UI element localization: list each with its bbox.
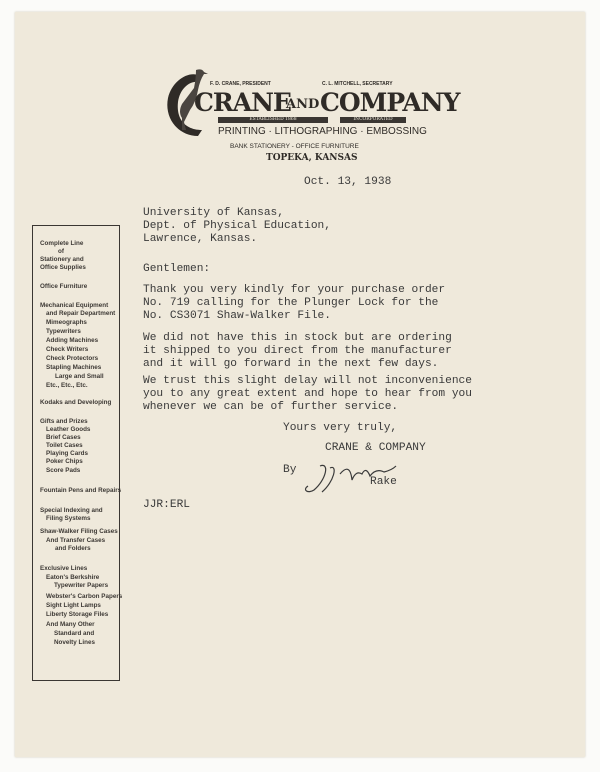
sidebar-item: Check Writers	[46, 346, 89, 353]
sidebar-item: Mechanical Equipment	[40, 302, 109, 309]
secretary-name: C. L. MITCHELL, SECRETARY	[322, 81, 393, 87]
sidebar-item: And Many Other	[46, 621, 95, 628]
salutation: Gentlemen:	[143, 263, 211, 275]
established-banner: ESTABLISHED 1868	[218, 117, 328, 123]
sidebar-item: Poker Chips	[46, 458, 83, 465]
sidebar-item: Sight Light Lamps	[46, 602, 101, 609]
president-name: F. D. CRANE, PRESIDENT	[210, 81, 271, 87]
sidebar-item: Special Indexing and	[40, 507, 103, 514]
sidebar-item: and Folders	[55, 545, 91, 552]
location-line: TOPEKA, KANSAS	[266, 153, 358, 163]
sidebar-item: Eaton's Berkshire	[46, 574, 100, 581]
sidebar-item: Stationery and	[40, 256, 84, 263]
sidebar-item: Score Pads	[46, 467, 81, 474]
closing: Yours very truly,	[283, 422, 398, 434]
sidebar-item: And Transfer Cases	[46, 537, 106, 544]
sidebar-item: Office Furniture	[40, 283, 88, 290]
body-line: Thank you very kindly for your purchase order	[143, 284, 446, 296]
sidebar-item: Playing Cards	[46, 450, 88, 457]
sidebar-item: Leather Goods	[46, 426, 91, 433]
sidebar-item: Brief Cases	[46, 434, 81, 441]
body-line: No. 719 calling for the Plunger Lock for the	[143, 297, 439, 309]
sidebar-item: Gifts and Prizes	[40, 418, 88, 425]
body-line: No. CS3071 Shaw-Walker File.	[143, 310, 331, 322]
closing-company: CRANE & COMPANY	[325, 442, 426, 454]
sidebar-item: Stapling Machines	[46, 364, 102, 371]
services-line: PRINTING · LITHOGRAPHING · EMBOSSING	[218, 126, 427, 137]
sidebar-item: Webster's Carbon Papers	[46, 593, 123, 600]
body-line: you to any great extent and hope to hear from you	[143, 388, 472, 400]
address-line: Lawrence, Kansas.	[143, 233, 258, 245]
sidebar-item: Liberty Storage Files	[46, 611, 109, 618]
sidebar-item: Kodaks and Developing	[40, 399, 112, 406]
sidebar-item: Office Supplies	[40, 264, 86, 271]
signer-name: Rake	[370, 476, 397, 488]
address-line: Dept. of Physical Education,	[143, 220, 331, 232]
incorporated-banner: INCORPORATED	[340, 117, 406, 123]
sidebar-item: Typewriters	[46, 328, 81, 335]
company-name-crane: CRANE	[194, 88, 291, 117]
reference-initials: JJR:ERL	[143, 499, 190, 511]
address-line: University of Kansas,	[143, 207, 284, 219]
sidebar-item: Adding Machines	[46, 337, 99, 344]
sidebar-item: Large and Small	[55, 373, 104, 380]
sidebar-item: Typewriter Papers	[54, 582, 109, 589]
sidebar-item: Check Protectors	[46, 355, 99, 362]
letter-date: Oct. 13, 1938	[304, 176, 392, 188]
sidebar-item: Filing Systems	[46, 515, 91, 522]
company-name-company: COMPANY	[320, 88, 460, 117]
sidebar-item: of	[58, 248, 64, 255]
body-line: it shipped to you direct from the manufacturer	[143, 345, 452, 357]
sidebar-item: Etc., Etc., Etc.	[46, 382, 88, 389]
company-name-and: AND	[286, 97, 320, 112]
sidebar-item: Exclusive Lines	[40, 565, 88, 572]
sidebar-item: Toilet Cases	[46, 442, 83, 449]
body-line: We did not have this in stock but are ordering	[143, 332, 452, 344]
sidebar-item: Fountain Pens and Repairs	[40, 487, 122, 494]
body-line: whenever we can be of further service.	[143, 401, 399, 413]
sidebar-item: Novelty Lines	[54, 639, 95, 646]
sidebar-item: and Repair Department	[46, 310, 116, 317]
body-line: and it will go forward in the next few days.	[143, 358, 439, 370]
sidebar-item: Standard and	[54, 630, 95, 637]
sidebar-item: Complete Line	[40, 240, 84, 247]
sidebar-item: Mimeographs	[46, 319, 87, 326]
body-line: We trust this slight delay will not inconvenience	[143, 375, 472, 387]
products-line: BANK STATIONERY - OFFICE FURNITURE	[230, 143, 359, 150]
by-label: By	[283, 464, 297, 476]
sidebar-item: Shaw-Walker Filing Cases	[40, 528, 118, 535]
